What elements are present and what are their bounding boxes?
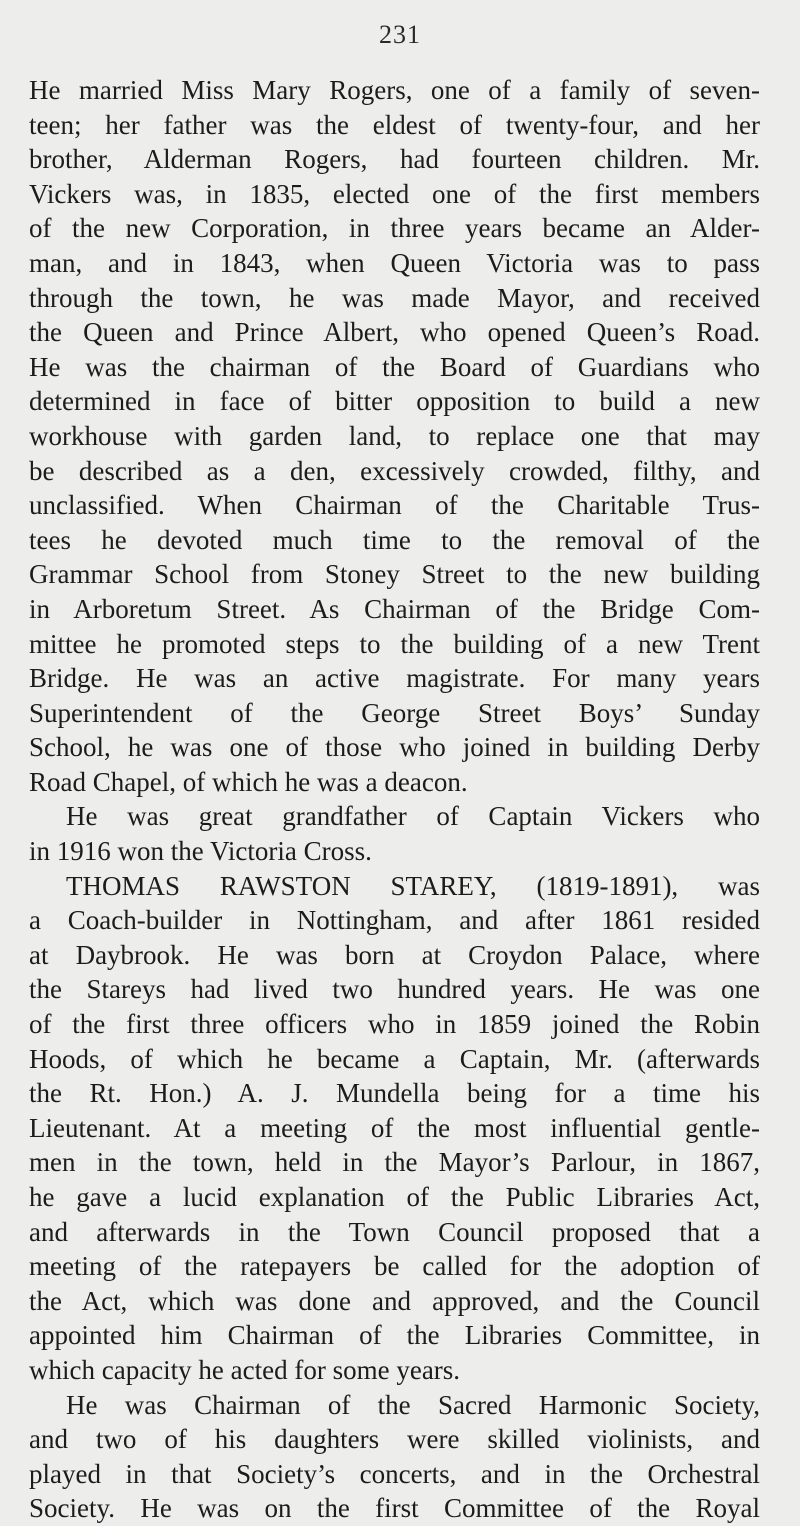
text-line: the Act, which was done and approved, and the Council (29, 1285, 760, 1316)
text-line: of the new Corporation, in three years became an Alder- (29, 213, 760, 244)
text-line: teen; her father was the eldest of twenty-four, and her (29, 109, 760, 140)
text-line: workhouse with garden land, to replace one that may (29, 420, 760, 451)
text-line: Lieutenant. At a meeting of the most influential gentle- (29, 1112, 760, 1143)
text-line: in 1916 won the Victoria Cross. (29, 836, 372, 867)
text-line: Hoods, of which he became a Captain, Mr. (afterwards (29, 1043, 760, 1074)
paragraph-victoria-cross (29, 799, 760, 868)
text-line: He was the chairman of the Board of Guardians who (29, 351, 760, 382)
text-line: Road Chapel, of which he was a deacon. (29, 766, 468, 797)
text-line: through the town, he was made Mayor, and received (29, 282, 760, 313)
text-line: the Queen and Prince Albert, who opened Queen’s Road. (29, 317, 760, 348)
text-line: and two of his daughters were skilled violinists, and (29, 1424, 760, 1455)
text-line: of the first three officers who in 1859 joined the Robin (29, 1009, 760, 1040)
text-line: School, he was one of those who joined in building Derby (29, 732, 760, 763)
text-line: played in that Society’s concerts, and in the Orchestral (29, 1458, 760, 1489)
paragraph-vickers-career (29, 73, 760, 799)
text-line: determined in face of bitter opposition to build a new (29, 386, 760, 417)
text-line: meeting of the ratepayers be called for the adoption of (29, 1251, 760, 1282)
body-text (29, 73, 760, 1526)
text-line: He married Miss Mary Rogers, one of a family of seven- (29, 75, 760, 105)
text-line: He was great grandfather of Captain Vickers who (66, 801, 760, 832)
text-line: at Daybrook. He was born at Croydon Palace, where (29, 939, 760, 970)
text-line: the Rt. Hon.) A. J. Mundella being for a time his (29, 1078, 760, 1109)
text-line: tees he devoted much time to the removal of the (29, 524, 760, 555)
text-line: he gave a lucid explanation of the Public Libraries Act, (29, 1182, 760, 1212)
text-line: Superintendent of the George Street Boys’ Sunday (29, 697, 760, 728)
text-line: appointed him Chairman of the Libraries Committee, in (29, 1320, 760, 1351)
text-line: Vickers was, in 1835, elected one of the first members (29, 178, 760, 209)
text-line: the Stareys had lived two hundred years. He was one (29, 974, 760, 1005)
text-line: men in the town, held in the Mayor’s Parlour, in 1867, (29, 1147, 760, 1178)
paragraph-starey-biography (29, 869, 760, 1388)
text-line: He was Chairman of the Sacred Harmonic Society, (66, 1389, 760, 1420)
text-line: in Arboretum Street. As Chairman of the Bridge Com- (29, 593, 760, 624)
text-line: be described as a den, excessively crowded, filthy, and (29, 455, 760, 486)
text-line: and afterwards in the Town Council proposed that a (29, 1216, 760, 1247)
text-line: Grammar School from Stoney Street to the new building (29, 559, 760, 590)
text-line: man, and in 1843, when Queen Victoria was to pass (29, 247, 760, 278)
text-line: Bridge. He was an active magistrate. For many years (29, 663, 760, 694)
text-line: brother, Alderman Rogers, had fourteen children. Mr. (29, 144, 760, 175)
text-line: which capacity he acted for some years. (29, 1354, 461, 1385)
page-number: 231 (379, 20, 421, 49)
paragraph-harmonic-society (29, 1388, 760, 1526)
text-line: unclassified. When Chairman of the Charitable Trus- (29, 490, 760, 521)
text-line: Society. He was on the first Committee of the Royal (29, 1493, 760, 1524)
text-line: THOMAS RAWSTON STAREY, (1819-1891), was (66, 870, 760, 901)
text-line: a Coach-builder in Nottingham, and after 1861 resided (29, 905, 760, 936)
text-line: mittee he promoted steps to the building of a new Trent (29, 628, 760, 659)
